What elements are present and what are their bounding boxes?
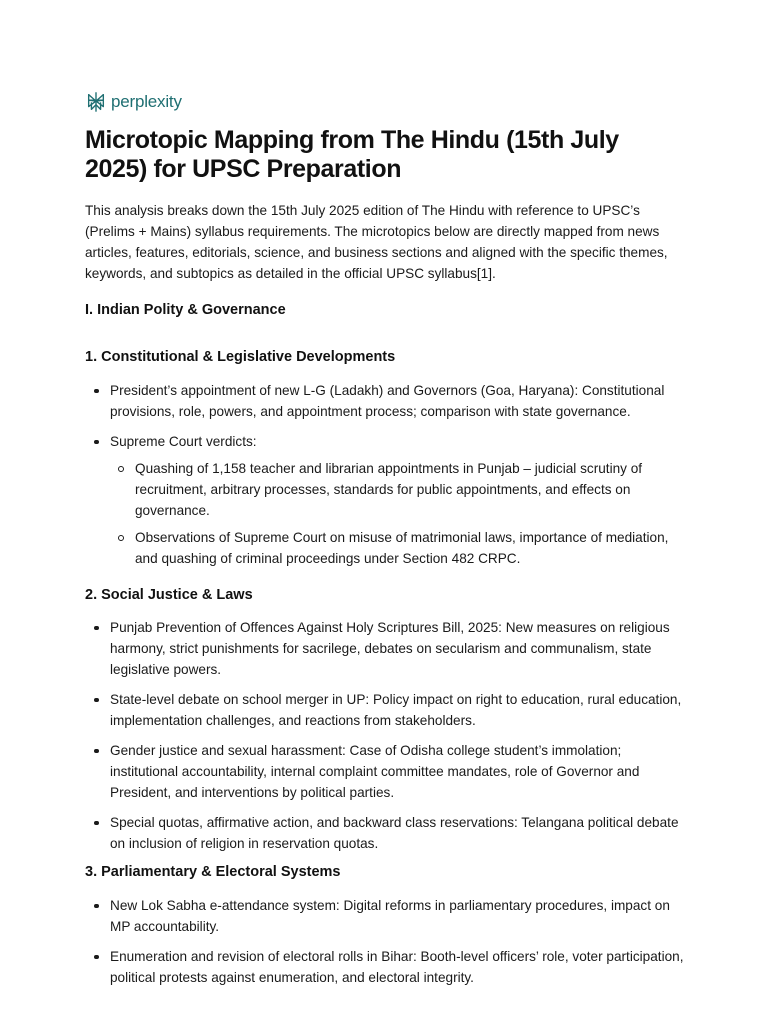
- section-heading: 2. Social Justice & Laws: [85, 587, 253, 603]
- sub-list: [110, 458, 685, 569]
- brand-logo[interactable]: [85, 91, 182, 113]
- document-title: Microtopic Mapping from The Hindu (15th July 2025) for UPSC Preparation: [85, 126, 619, 183]
- list-item: Enumeration and revision of electoral rolls in Bihar: Booth-level officers’ role, voter participation, political protests against enumeration, and electoral integrity.: [85, 946, 685, 988]
- sub-list-item: Observations of Supreme Court on misuse of matrimonial laws, importance of mediation, and quashing of criminal proceedings under Section 482 CRPC.: [110, 527, 685, 569]
- intro-paragraph: This analysis breaks down the 15th July 2025 edition of The Hindu with reference to UPSC’s (Prelims + Mains) syllabus requirements. The microtopics below are directly mapped from news articles, features, editorials, science, and business sections and aligned with the specific themes, keywords, and subtopics as detailed in the official UPSC syllabus[1].: [85, 203, 668, 281]
- section-list: [85, 895, 685, 997]
- list-item: President’s appointment of new L-G (Ladakh) and Governors (Goa, Haryana): Constitutional provisions, role, powers, and appointment process; comparison with state governance.: [85, 380, 685, 422]
- part-heading: I. Indian Polity & Governance: [85, 302, 286, 318]
- section-list: [85, 617, 685, 863]
- list-item: Special quotas, affirmative action, and backward class reservations: Telangana political debate on inclusion of religion in reservation quotas.: [85, 812, 685, 854]
- brand-name: perplexity: [111, 92, 182, 111]
- section-list: [85, 380, 685, 578]
- list-item: Gender justice and sexual harassment: Case of Odisha college student’s immolation; institutional accountability, internal complaint committee mandates, role of Governor and President, and interventions by political parties.: [85, 740, 685, 803]
- sub-list-item: Quashing of 1,158 teacher and librarian appointments in Punjab – judicial scrutiny of recruitment, arbitrary processes, standards for public appointments, and effects on governance.: [110, 458, 685, 521]
- section-heading: 3. Parliamentary & Electoral Systems: [85, 864, 341, 880]
- list-item: State-level debate on school merger in UP: Policy impact on right to education, rural education, implementation challenges, and reactions from stakeholders.: [85, 689, 685, 731]
- list-item: Punjab Prevention of Offences Against Holy Scriptures Bill, 2025: New measures on religious harmony, strict punishments for sacrilege, debates on secularism and communalism, state legislative powers.: [85, 617, 685, 680]
- perplexity-logo-icon: [85, 91, 107, 113]
- list-item: [85, 431, 685, 569]
- list-item: New Lok Sabha e-attendance system: Digital reforms in parliamentary procedures, impact on MP accountability.: [85, 895, 685, 937]
- section-heading: 1. Constitutional & Legislative Developments: [85, 349, 396, 365]
- list-item-text: Supreme Court verdicts:: [110, 434, 257, 449]
